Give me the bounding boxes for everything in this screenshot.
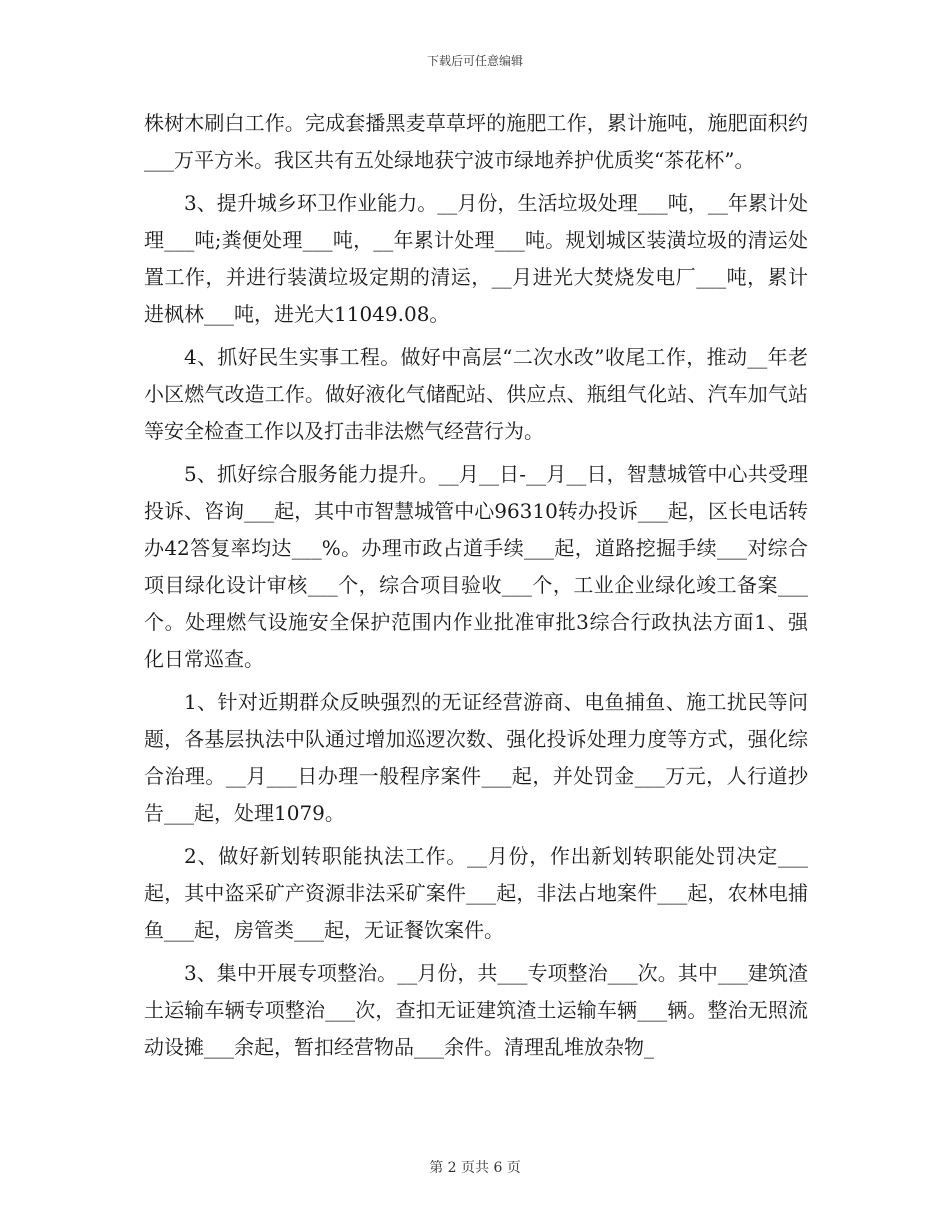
page-footer: 第 2 页共 6 页	[429, 1160, 521, 1176]
paragraph-continuation: 株树木刷白工作。完成套播黑麦草草坪的施肥工作，累计施吨，施肥面积约___万平方米。我区共有五处绿地获宁波市绿地养护优质奖“茶花杯”。	[144, 111, 808, 172]
paragraph-special-rectification: 3、集中开展专项整治。__月份，共___专项整治___次。其中___建筑渣土运输车辆专项整治___次，查扣无证建筑渣土运输车辆___辆。整治无照流动设摊___余起，暂扣经营物品___余件。清理乱堆放杂物_	[144, 961, 808, 1059]
document-body	[144, 105, 808, 1072]
paragraph-new-functions: 2、做好新划转职能执法工作。__月份，作出新划转职能处罚决定___起，其中盗采矿产资源非法采矿案件___起，非法占地案件___起，农林电捕鱼___起，房管类___起，无证餐饮案件。	[144, 844, 808, 942]
paragraph-sanitation: 3、提升城乡环卫作业能力。__月份，生活垃圾处理___吨，__年累计处理___吨;粪便处理___吨，__年累计处理___吨。规划城区装潢垃圾的清运处置工作，并进行装潢垃圾定期的清运，__月进光大焚烧发电厂___吨，累计进枫林___吨，进光大11049.08。	[144, 191, 808, 326]
paragraph-enforcement-patrol: 1、针对近期群众反映强烈的无证经营游商、电鱼捕鱼、施工扰民等问题，各基层执法中队通过增加巡逻次数、强化投诉处理力度等方式，强化综合治理。__月___日办理一般程序案件___起，并处罚金___万元，人行道抄告___起，处理1079。	[144, 690, 808, 825]
paragraph-service-capacity: 5、抓好综合服务能力提升。__月__日-__月__日，智慧城管中心共受理投诉、咨询___起，其中市智慧城管中心96310转办投诉___起，区长电话转办42答复率均达___%。办理市政占道手续___起，道路挖掘手续___对综合项目绿化设计审核___个，综合项目验收___个，工业企业绿化竣工备案___个。处理燃气设施安全保护范围内作业批准审批3综合行政执法方面1、强化日常巡查。	[144, 462, 808, 671]
page-header: 下载后可任意编辑	[426, 54, 523, 68]
paragraph-livelihood-projects: 4、抓好民生实事工程。做好中高层“二次水改”收尾工作，推动__年老小区燃气改造工作。做好液化气储配站、供应点、瓶组气化站、汽车加气站等安全检查工作以及打击非法燃气经营行为。	[144, 345, 808, 443]
